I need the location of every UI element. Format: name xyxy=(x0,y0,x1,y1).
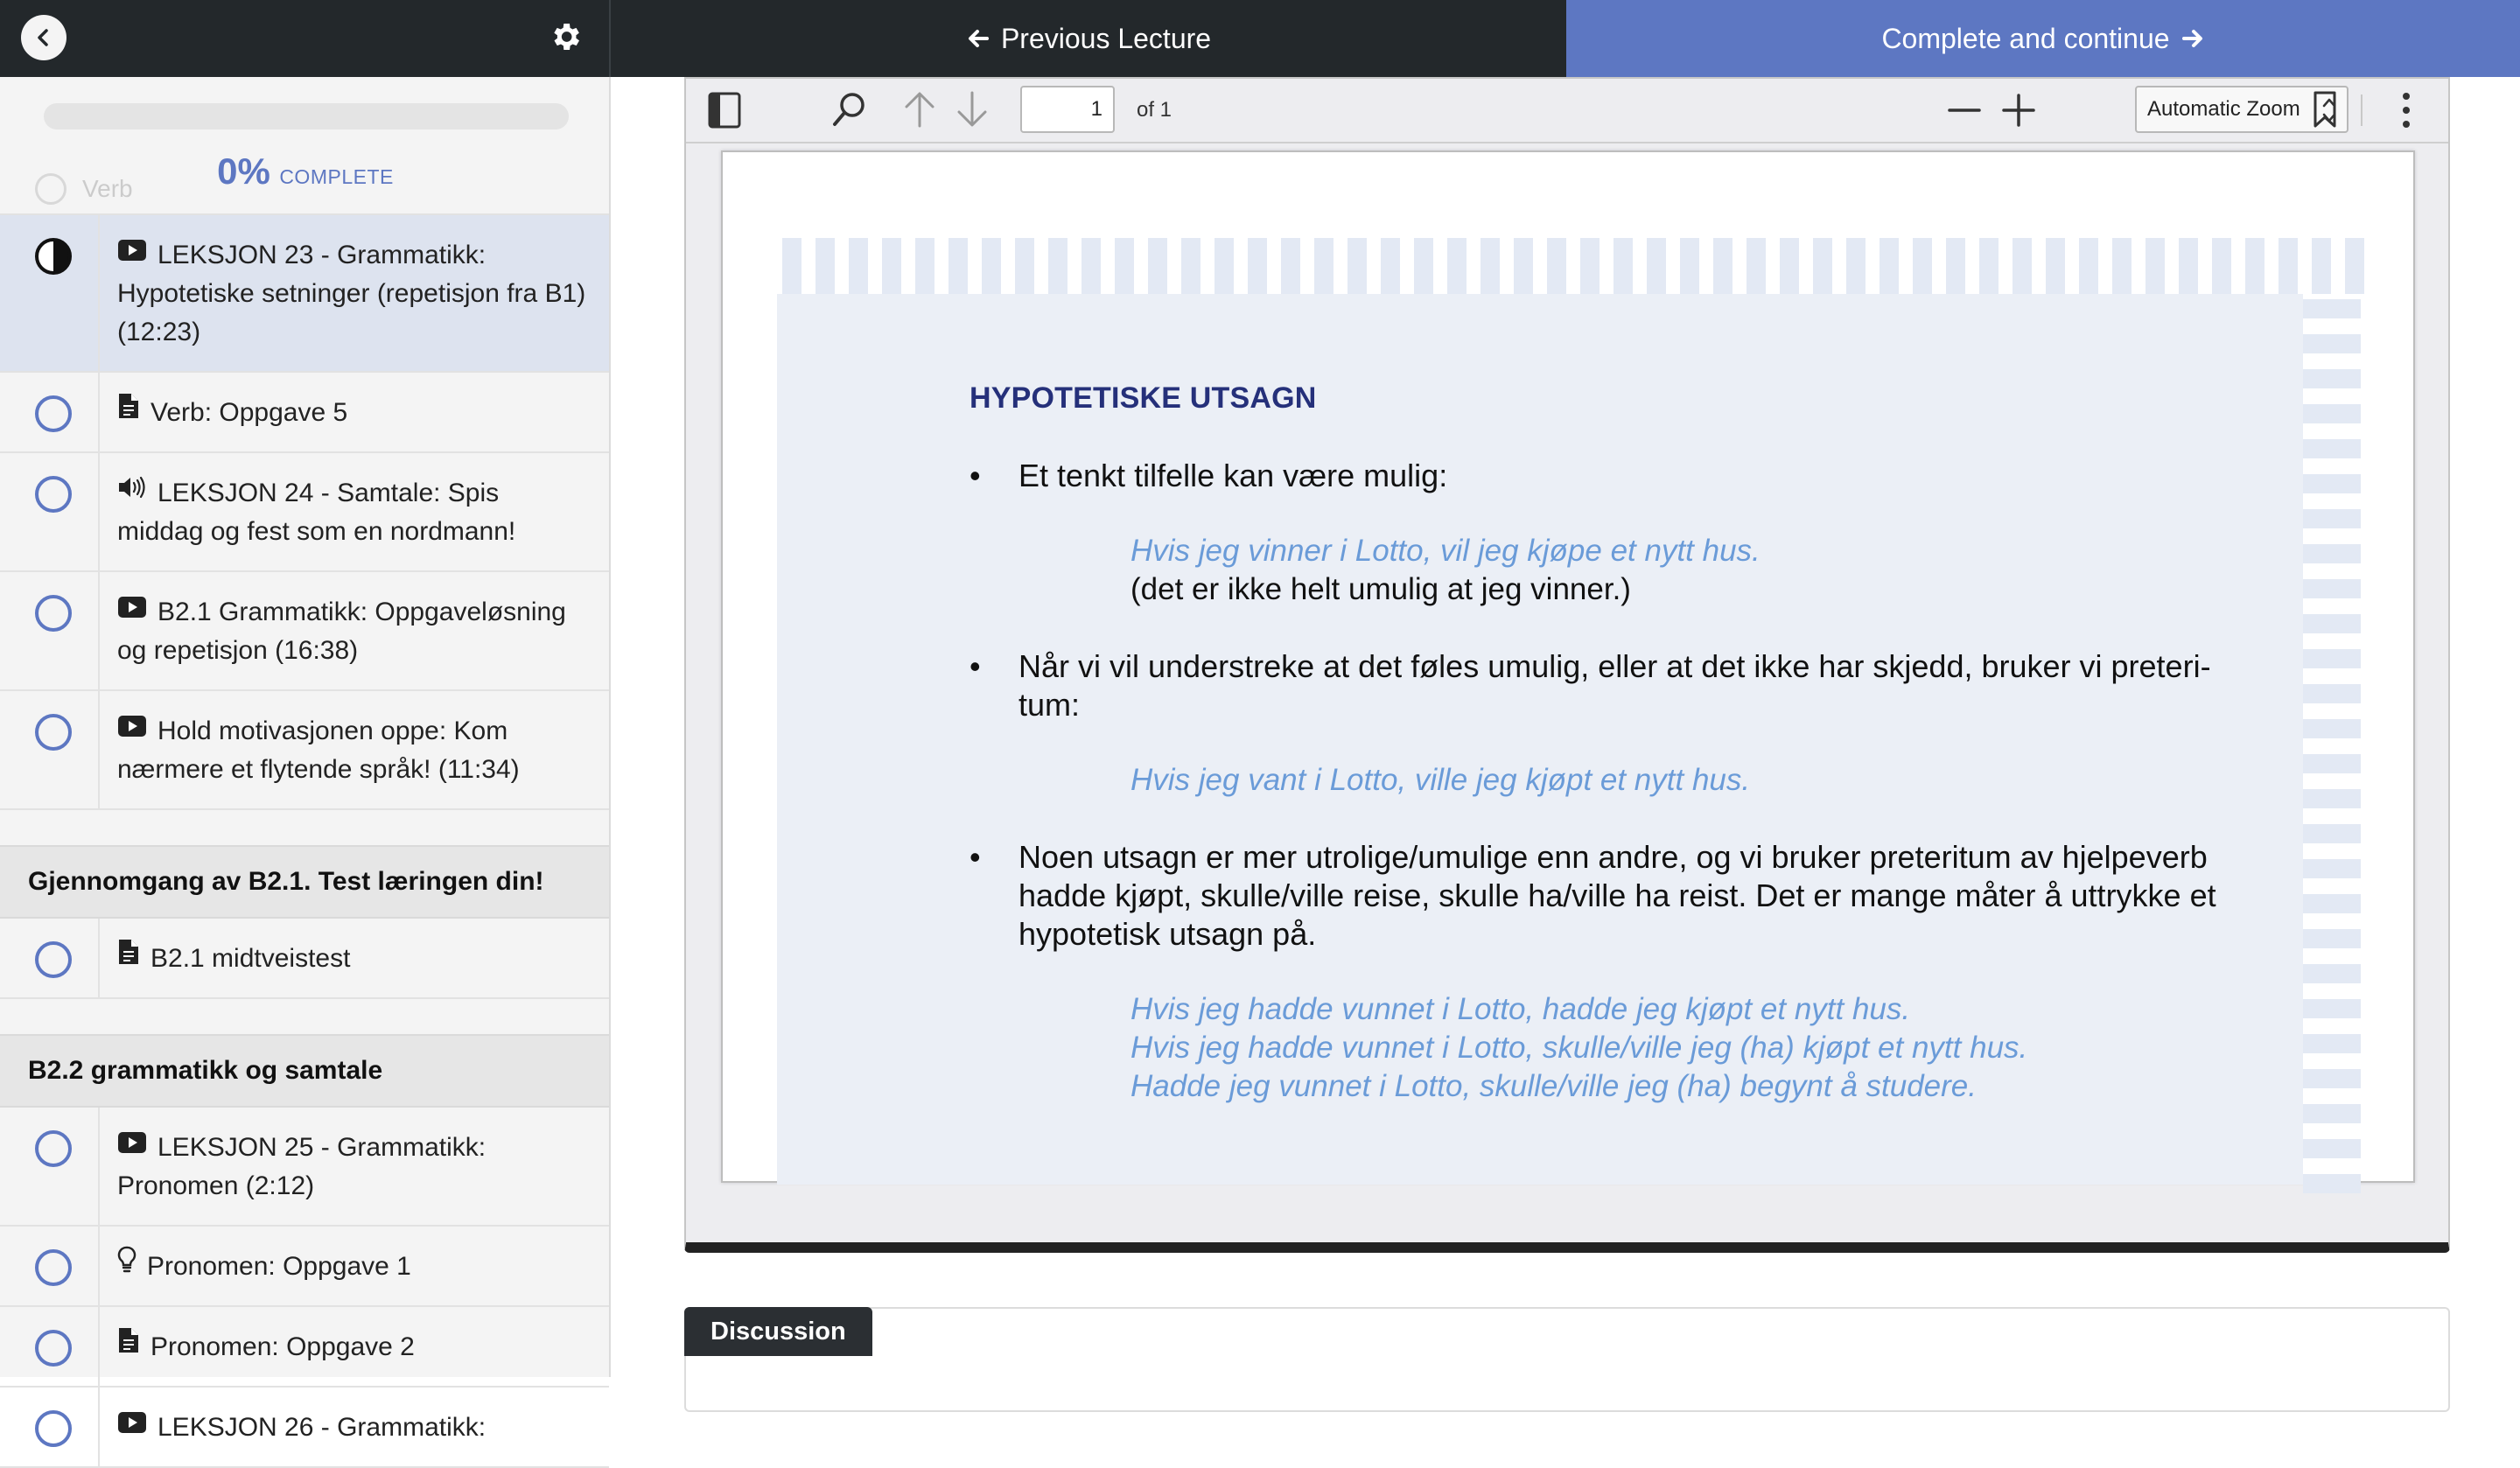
plus-icon xyxy=(2000,93,2037,128)
incomplete-circle-icon xyxy=(35,395,72,432)
lecture-label: B2.1 midtveistest xyxy=(150,944,351,973)
minus-icon xyxy=(1946,93,1983,128)
lecture-status-column xyxy=(0,1307,100,1386)
complete-and-continue-button[interactable] xyxy=(1566,0,2520,77)
discussion-panel xyxy=(684,1307,2450,1412)
incomplete-circle-icon xyxy=(35,476,72,513)
lecture-label: Hold motivasjonen oppe: Kom nærmere et flytende språk! (11:34) xyxy=(117,717,520,784)
lecture-item[interactable] xyxy=(0,1227,609,1307)
video-icon xyxy=(117,1407,147,1445)
search-icon xyxy=(830,89,870,129)
lightbulb-icon xyxy=(117,1246,136,1285)
slide-example: Hvis jeg hadde vunnet i Lotto, hadde jeg kjøpt et nytt hus. xyxy=(1130,992,1911,1026)
bullet-text xyxy=(1018,647,2261,724)
slide-example: Hvis jeg vinner i Lotto, vil jeg kjøpe et nytt hus. xyxy=(1130,534,1760,568)
lecture-status-column xyxy=(0,373,100,451)
lecture-status-column xyxy=(0,919,100,997)
bullet-line: hypotetisk utsagn på. xyxy=(1018,916,1317,952)
lecture-item[interactable] xyxy=(0,453,609,572)
lecture-item[interactable] xyxy=(0,1388,609,1468)
lecture-label: Verb: Oppgave 5 xyxy=(150,398,348,427)
slide-title: HYPOTETISKE UTSAGN xyxy=(970,381,1317,415)
progress-percent: 0% xyxy=(217,150,270,192)
lecture-label: Pronomen: Oppgave 2 xyxy=(150,1332,415,1361)
incomplete-circle-icon xyxy=(35,1330,72,1367)
lecture-label: Pronomen: Oppgave 1 xyxy=(147,1252,411,1281)
bullet-line: tum: xyxy=(1018,687,1081,723)
lecture-status-column xyxy=(0,572,100,689)
section-spacer xyxy=(0,810,609,845)
lecture-title xyxy=(100,691,609,808)
bullet-dot: • xyxy=(970,648,981,684)
lecture-list xyxy=(0,919,609,999)
video-icon xyxy=(117,591,147,630)
zoom-in-button[interactable] xyxy=(2000,93,2037,132)
next-page-button[interactable] xyxy=(954,89,990,134)
bookmark-icon xyxy=(2310,89,2340,131)
slide-example: Hadde jeg vunnet i Lotto, skulle/ville jeg (ha) begynt å studere. xyxy=(1130,1069,1977,1103)
lecture-label: LEKSJON 26 - Grammatikk: xyxy=(158,1413,486,1442)
sidebar-toggle-icon xyxy=(707,91,742,129)
bullet-text: Et tenkt tilfelle kan være mulig: xyxy=(1018,458,1448,493)
slide-example: Hvis jeg vant i Lotto, ville jeg kjøpt et nytt hus. xyxy=(1130,763,1751,797)
lecture-title xyxy=(100,215,609,371)
progress-bar xyxy=(44,103,569,129)
incomplete-circle-icon xyxy=(35,1410,72,1447)
more-vertical-icon xyxy=(2398,89,2415,131)
bullet-dot: • xyxy=(970,458,981,493)
lecture-title xyxy=(100,919,609,997)
lecture-label: B2.1 Grammatikk: Oppgaveløsning og repetisjon (16:38) xyxy=(117,598,566,665)
gear-icon xyxy=(548,19,583,54)
discussion-heading: Discussion xyxy=(684,1307,872,1356)
lecture-status-column xyxy=(0,691,100,808)
pdf-page xyxy=(721,150,2415,1183)
slide-example: Hvis jeg hadde vunnet i Lotto, skulle/ville jeg (ha) kjøpt et nytt hus. xyxy=(1130,1031,2028,1065)
page-number-input[interactable]: 1 xyxy=(1020,86,1115,133)
sidebar-toggle-button[interactable] xyxy=(707,91,742,134)
lecture-list xyxy=(0,1108,609,1468)
lecture-status-column xyxy=(0,215,100,371)
section-heading: B2.2 grammatikk og samtale xyxy=(0,1034,609,1108)
video-icon xyxy=(117,234,147,273)
lecture-status-column xyxy=(0,1108,100,1225)
slide-decoration-right xyxy=(2303,294,2361,1185)
more-tools-button[interactable] xyxy=(2398,89,2415,136)
video-icon xyxy=(117,710,147,749)
bookmark-button[interactable] xyxy=(2310,89,2340,136)
course-progress xyxy=(0,77,609,215)
audio-icon xyxy=(117,472,147,511)
chevron-left-icon xyxy=(32,26,55,49)
lecture-item[interactable] xyxy=(0,215,609,373)
previous-page-button[interactable] xyxy=(901,89,938,134)
sidebar-header xyxy=(0,0,611,77)
lecture-item[interactable] xyxy=(0,919,609,999)
incomplete-circle-icon xyxy=(35,714,72,751)
bullet-text xyxy=(1018,838,2261,954)
lecture-item[interactable] xyxy=(0,1108,609,1227)
bullet-line: Noen utsagn er mer utrolige/umulige enn andre, og vi bruker preteritum av hjelpeverb xyxy=(1018,839,2208,875)
previous-lecture-button[interactable] xyxy=(611,0,1566,77)
incomplete-circle-icon xyxy=(35,595,72,632)
page-count: of 1 xyxy=(1137,98,1172,122)
settings-button[interactable] xyxy=(548,19,586,58)
find-button[interactable] xyxy=(830,89,870,134)
pdf-toolbar xyxy=(686,79,2448,143)
zoom-value: Automatic Zoom xyxy=(2147,97,2300,121)
lecture-list xyxy=(0,215,609,810)
document-icon xyxy=(117,392,140,431)
lecture-title xyxy=(100,453,609,570)
lecture-label: LEKSJON 23 - Grammatikk: Hypotetiske setninger (repetisjon fra B1) (12:23) xyxy=(117,241,586,346)
pdf-viewer xyxy=(684,77,2450,1253)
section-heading: Gjennomgang av B2.1. Test læringen din! xyxy=(0,845,609,919)
lecture-status-column xyxy=(0,1388,100,1466)
progress-label xyxy=(0,150,611,192)
bullet-dot: • xyxy=(970,839,981,875)
lecture-title xyxy=(100,1108,609,1225)
incomplete-circle-icon xyxy=(35,1249,72,1286)
arrow-up-icon xyxy=(901,89,938,129)
lecture-title xyxy=(100,373,609,451)
lecture-status-column xyxy=(0,1227,100,1305)
lecture-title xyxy=(100,1307,609,1386)
lecture-item[interactable] xyxy=(0,1307,609,1388)
lecture-item[interactable] xyxy=(0,572,609,691)
lecture-title xyxy=(100,1227,609,1305)
arrow-left-icon xyxy=(966,26,990,51)
toolbar-separator xyxy=(2361,94,2362,126)
lecture-label: LEKSJON 25 - Grammatikk: Pronomen (2:12) xyxy=(117,1133,486,1200)
incomplete-circle-icon xyxy=(35,1130,72,1167)
incomplete-circle-icon xyxy=(35,941,72,978)
ghost-item-label: Verb xyxy=(82,175,133,202)
arrow-right-icon xyxy=(2180,26,2205,51)
previous-lecture-label: Previous Lecture xyxy=(1000,22,1212,54)
course-sidebar xyxy=(0,77,611,1442)
video-icon xyxy=(117,1127,147,1165)
lecture-item[interactable] xyxy=(0,373,609,453)
lecture-content xyxy=(612,77,2520,1377)
arrow-down-icon xyxy=(954,89,990,129)
half-complete-icon xyxy=(35,238,72,275)
bullet-line: hadde kjøpt, skulle/ville reise, skulle ha/ville ha reist. Det er mange måter å uttrykke et xyxy=(1018,877,2216,913)
complete-label: Complete and continue xyxy=(1881,22,2170,54)
section-spacer xyxy=(0,999,609,1034)
back-button[interactable] xyxy=(21,15,66,60)
document-icon xyxy=(117,1326,140,1366)
zoom-out-button[interactable] xyxy=(1946,93,1983,132)
lecture-label: LEKSJON 24 - Samtale: Spis middag og fest som en nordmann! xyxy=(117,479,516,546)
lecture-status-column xyxy=(0,453,100,570)
slide-decoration-top xyxy=(777,238,2361,294)
lecture-item[interactable] xyxy=(0,691,609,810)
progress-word: COMPLETE xyxy=(279,165,394,188)
lecture-title xyxy=(100,1388,609,1466)
bullet-line: Når vi vil understreke at det føles umulig, eller at det ikke har skjedd, bruker vi preteri- xyxy=(1018,648,2211,684)
top-bar xyxy=(0,0,2520,77)
document-icon xyxy=(117,938,140,977)
lecture-title xyxy=(100,572,609,689)
slide-example-note: (det er ikke helt umulig at jeg vinner.) xyxy=(1130,572,1631,606)
